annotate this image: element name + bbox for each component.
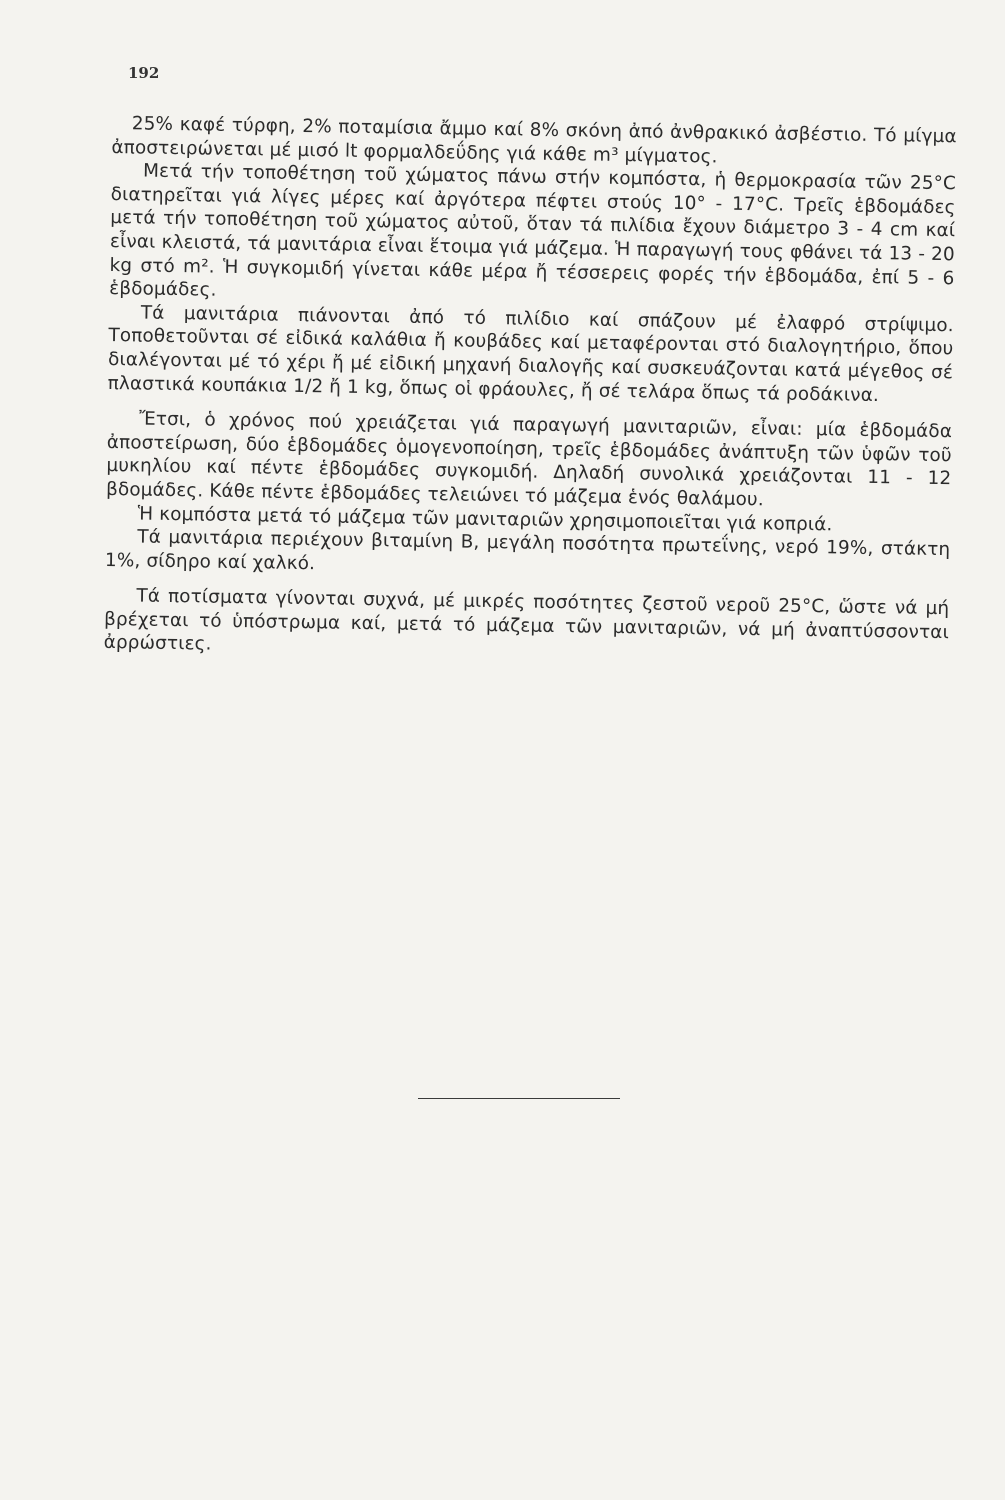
paragraph-temperature-harvest: Μετά τήν τοποθέτηση τοῦ χώματος πάνω στήν κομπόστα, ἡ θερμοκρασία τῶν 25°C διατηρεῖται γιά λίγες μέρες καί ἀργότερα πέφτει στούς 10° - 17°C. Τρεῖς ἑβδομάδες μετά τήν τοποθέτηση τοῦ χώματος αὐτοῦ, ὅταν τά πιλίδια ἔχουν διάμετρο 3 - 4 cm καί εἶναι κλειστά, τά μανιτάρια εἶναι ἕτοιμα γιά μάζεμα. Ἡ παραγωγή τους φθάνει τά 13 - 20 kg στό m². Ἡ συγκομιδή γίνεται κάθε μέρα ἤ τέσσερεις φορές τήν ἑβδομάδα, ἐπί 5 - 6 ἑβδομάδες. bbox=[109, 160, 957, 301]
paragraph-substrate-mix: 25% καφέ τύρφη, 2% ποταμίσια ἄμμο καί 8% σκόνη ἀπό ἀνθρακικό ἀσβέστιο. Τό μίγμα ἀποστειρώνεται μέ μισό lt φορμαλδεΰδης γιά κάθε m³ μίγματος. bbox=[111, 113, 957, 168]
paragraph-picking-packing: Τά μανιτάρια πιάνονται ἀπό τό πιλίδιο καί σπάζουν μέ ἐλαφρό στρίψιμο. Τοποθετοῦνται σέ εἰδικά καλάθια ἤ κουβάδες καί μεταφέρονται στό διαλογητήριο, ὅπου διαλέγονται μέ τό χέρι ἤ μέ εἰδική μηχανή διαλογῆς καί συσκευάζονται κατά μέγεθος σέ πλαστικά κουπάκια 1/2 ἤ 1 kg, ὅπως οἱ φράουλες, ἤ σέ τελάρα ὅπως τά ροδάκινα. bbox=[107, 302, 954, 406]
paragraph-production-time: Ἔτσι, ὁ χρόνος πού χρειάζεται γιά παραγωγή μανιταριῶν, εἶναι: μία ἑβδομάδα ἀποστείρωση, δύο ἑβδομάδες ὁμογενοποίηση, τρεῖς ἑβδομάδες ἀνάπτυξη τῶν ὑφῶν τοῦ μυκηλίου καί πέντε ἑβδομάδες συγκομιδή. Δηλαδή συνολικά χρειάζονται 11 - 12 βδομάδες. Κάθε πέντε ἑβδομάδες τελειώνει τό μάζεμα ἑνός θαλάμου. bbox=[105, 408, 953, 511]
paragraph-nutrition: Τά μανιτάρια περιέχουν βιταμίνη Β, μεγάλη ποσότητα πρωτεΐνης, νερό 19%, στάκτη 1%, σίδηρο καί χαλκό. bbox=[104, 526, 951, 574]
paragraph-watering: Τά ποτίσματα γίνονται συχνά, μέ μικρές ποσότητες ζεστοῦ νεροῦ 25°C, ὥστε νά μή βρέχεται τό ὑπόστρωμα καί, μετά τό μάζεμα τῶν μανιταριῶν, νά μή ἀναπτύσσονται ἀρρώστιες. bbox=[103, 585, 950, 656]
paragraph-compost-reuse: Ἡ κομπόστα μετά τό μάζεμα τῶν μανιταριῶν χρησιμοποιεῖται γιά κοπριά. bbox=[137, 502, 833, 535]
section-end-rule bbox=[418, 1098, 620, 1099]
page-number: 192 bbox=[128, 64, 160, 82]
body-text bbox=[103, 112, 956, 668]
